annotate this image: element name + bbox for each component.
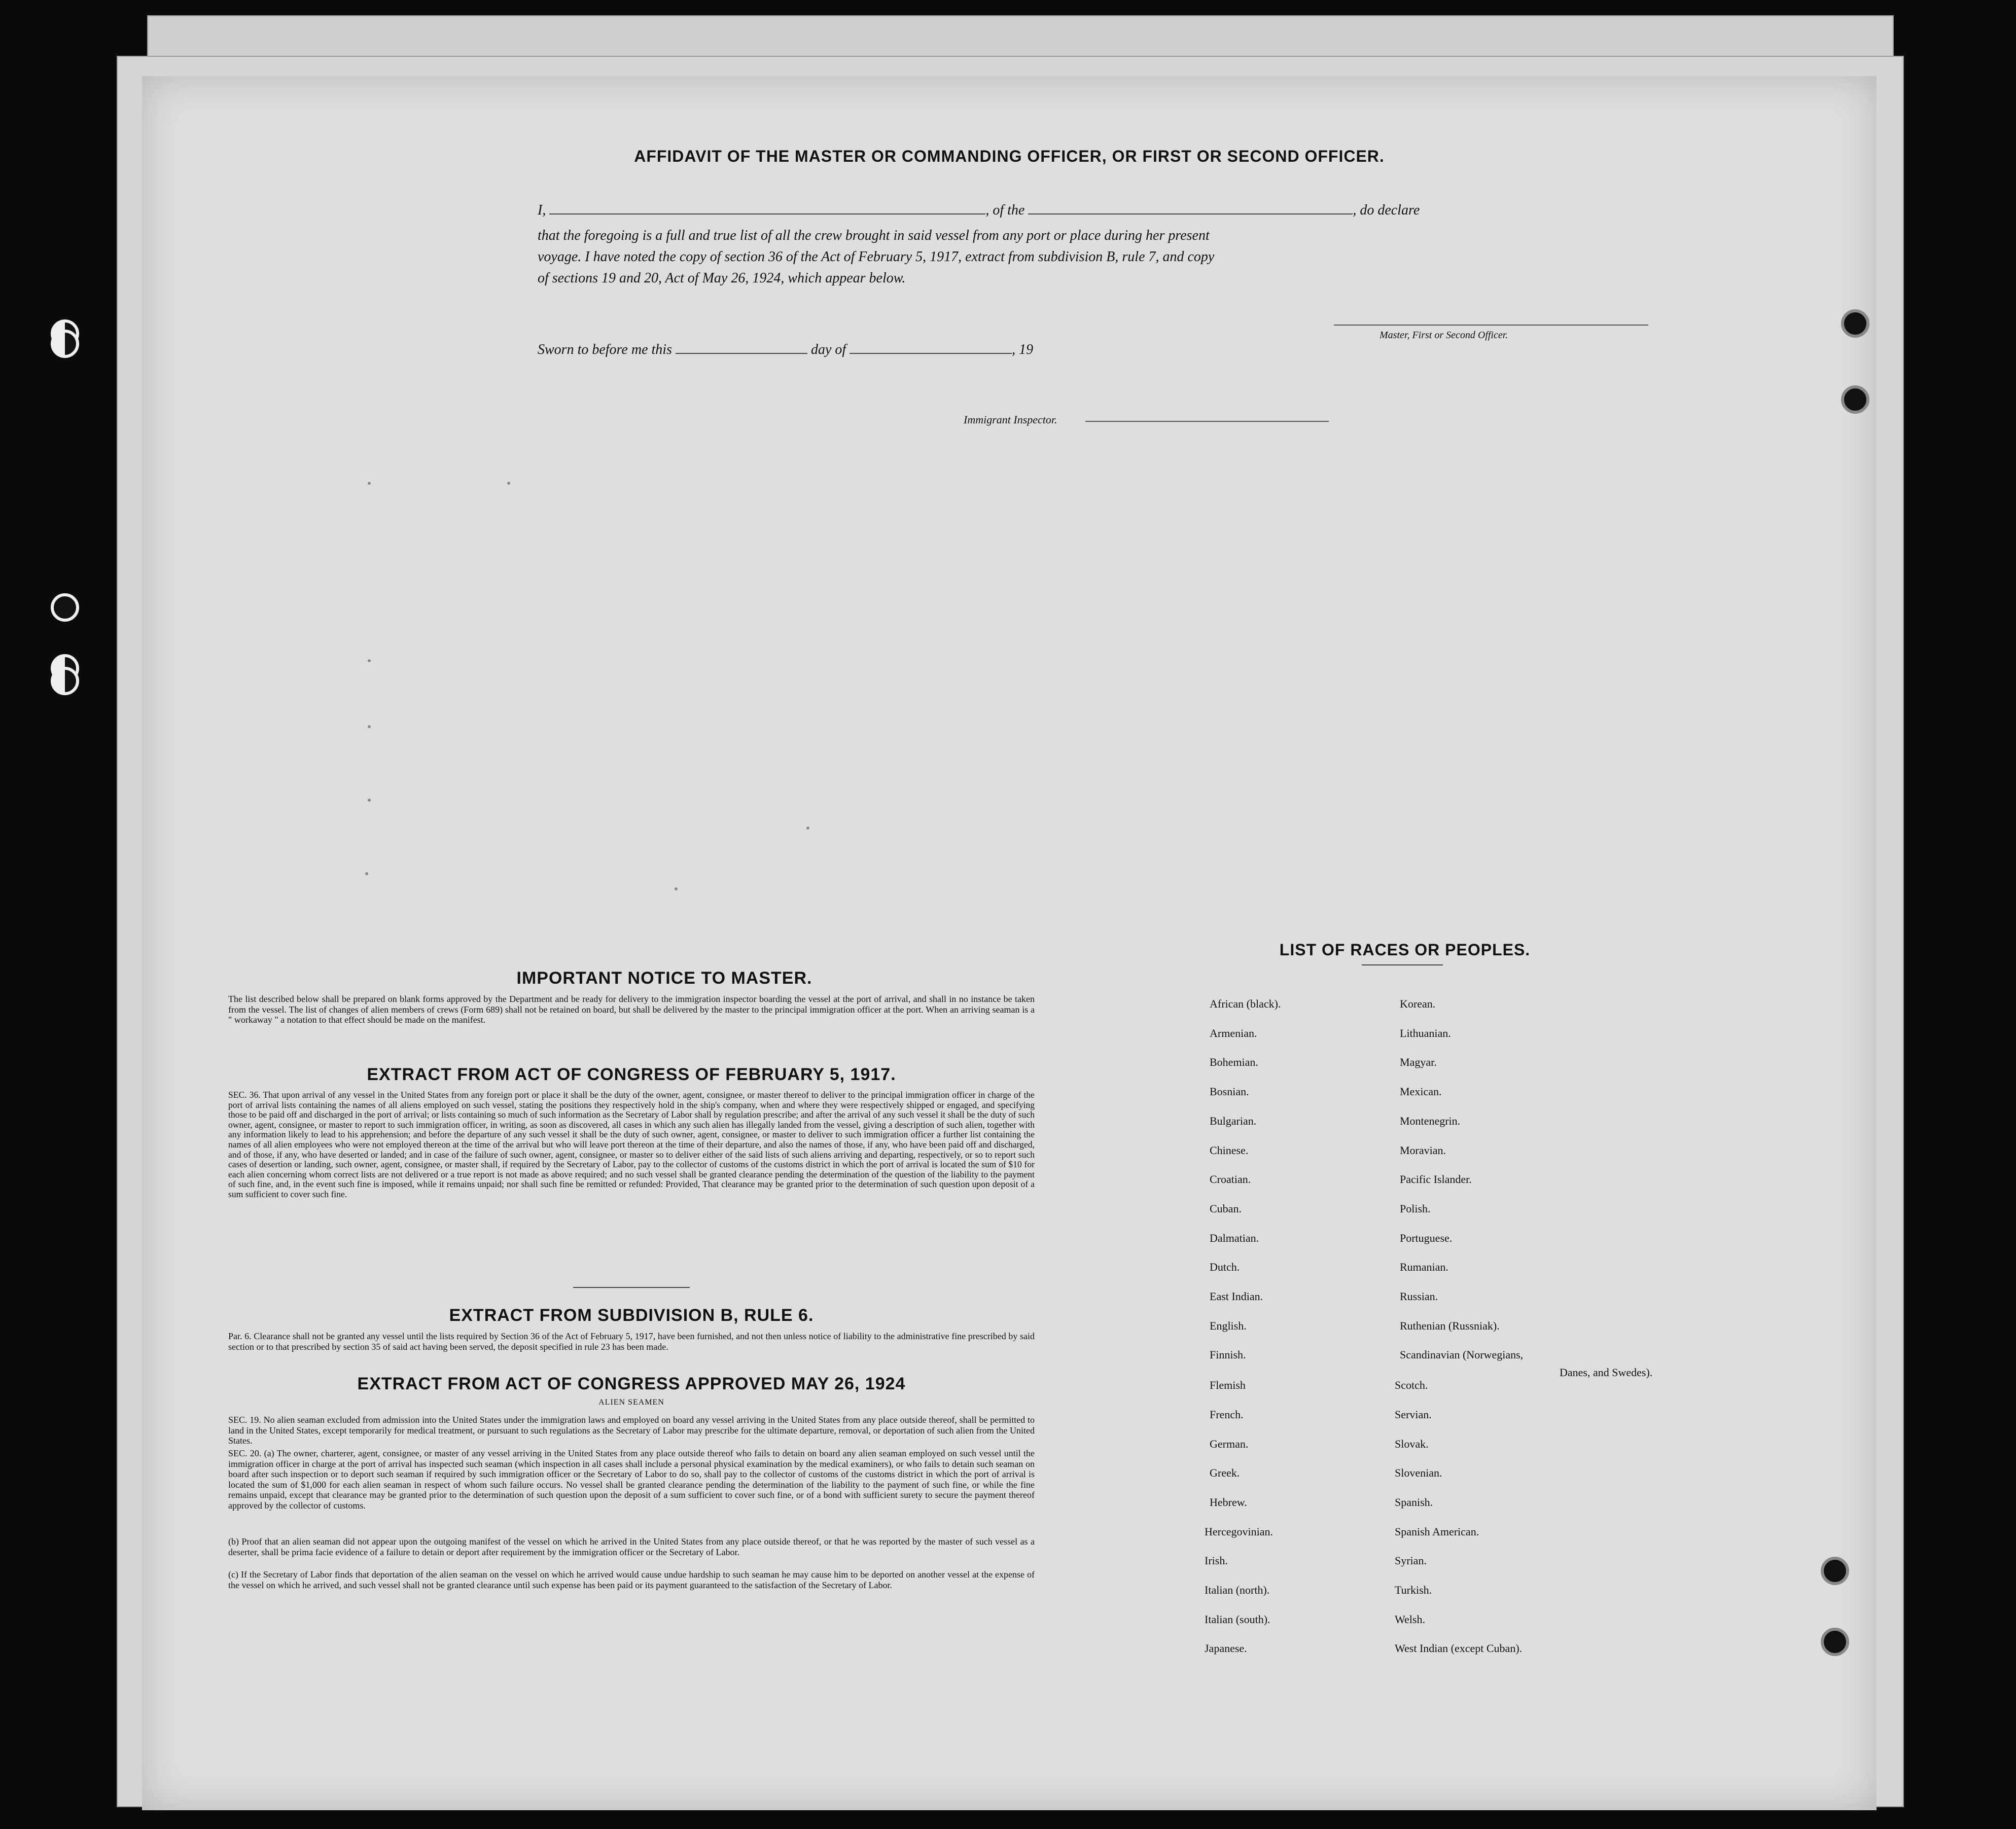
race-item: Chinese. <box>1210 1143 1249 1157</box>
sworn-month-field[interactable] <box>850 340 1012 354</box>
race-item: Dalmatian. <box>1210 1231 1259 1244</box>
extract-1924-subtitle: ALIEN SEAMEN <box>598 1398 664 1407</box>
race-item: Scandinavian (Norwegians, <box>1400 1348 1524 1361</box>
sworn-day-field[interactable] <box>676 340 807 354</box>
master-signature-label: Master, First or Second Officer. <box>1380 330 1508 341</box>
race-scandinavian-cont: Danes, and Swedes). <box>1560 1366 1653 1379</box>
declaration-line-1 <box>538 200 1648 221</box>
race-item: Japanese. <box>1205 1642 1247 1655</box>
dot <box>368 659 371 662</box>
race-item: Flemish <box>1210 1379 1246 1392</box>
race-item: Dutch. <box>1210 1261 1240 1274</box>
race-item: Welsh. <box>1395 1612 1425 1626</box>
sworn-label: Sworn to before me this <box>538 342 672 357</box>
extract-rule6-text: Par. 6. Clearance shall not be granted any vessel until the lists required by Section 36 of the Act of February 5, 1917, have been furnished, and not then unless notice of liability to the administrative fine prescribed by said section or to that prescribed by section 35 of said act having been served, the deposit specified in rule 23 has been made. <box>228 1331 1035 1352</box>
i-label: I, <box>538 202 546 218</box>
dot <box>368 799 371 802</box>
extract-1924-sec20c: (c) If the Secretary of Labor finds that deportation of the alien seaman on the vessel on which he arrived would cause undue hardship to such seaman he may cause him to be deported on another vessel at the expense of the vessel on which he arrived, and such vessel shall not be granted clearance until such expense has been paid or its payment guaranteed to the satisfaction of the Secretary of Labor. <box>228 1569 1035 1590</box>
divider <box>573 1287 690 1288</box>
dot <box>806 827 809 830</box>
dot <box>368 725 371 728</box>
race-item: Cuban. <box>1210 1202 1242 1215</box>
race-item: Croatian. <box>1210 1173 1251 1186</box>
race-item: Hebrew. <box>1210 1495 1247 1509</box>
punch-hole-icon <box>1821 1557 1849 1585</box>
race-item: Greek. <box>1210 1466 1240 1480</box>
race-item: Syrian. <box>1395 1554 1427 1567</box>
race-item: Polish. <box>1400 1202 1431 1215</box>
master-name-field[interactable] <box>549 200 985 214</box>
day-of-label: day of <box>810 342 846 357</box>
extract-1924-title: EXTRACT FROM ACT OF CONGRESS APPROVED MAY 26, 1924 <box>357 1374 906 1393</box>
race-item: Armenian. <box>1210 1026 1257 1039</box>
race-item: African (black). <box>1210 997 1281 1010</box>
race-item: English. <box>1210 1319 1247 1332</box>
extract-1924-sec19: SEC. 19. No alien seaman excluded from admission into the United States under the immigration laws and employed on board any vessel arriving in the United States from any place outside thereof, shall be permitted to land in the United States, except temporarily for medical treatment, or pursuant to such regulations as the Secretary of Labor may prescribe for the ultimate departure, removal, or deportation of such alien from the United States. <box>228 1415 1035 1446</box>
punch-hole-icon <box>1821 1628 1849 1656</box>
punch-hole-icon <box>51 593 79 622</box>
race-item: Bohemian. <box>1210 1056 1258 1069</box>
race-item: Rumanian. <box>1400 1261 1448 1274</box>
do-declare-label: , do declare <box>1353 202 1420 218</box>
vessel-name-field[interactable] <box>1028 200 1353 214</box>
punch-hole-icon <box>1841 385 1869 414</box>
race-item: German. <box>1210 1437 1249 1450</box>
race-item: Irish. <box>1205 1554 1228 1567</box>
race-item: Bosnian. <box>1210 1085 1249 1098</box>
race-item: Ruthenian (Russniak). <box>1400 1319 1500 1332</box>
race-item: Turkish. <box>1395 1584 1432 1596</box>
race-item: Spanish. <box>1395 1495 1433 1509</box>
race-item: Russian. <box>1400 1290 1438 1303</box>
of-the-label: , of the <box>985 202 1025 218</box>
declaration-line-3: voyage. I have noted the copy of section 36 of the Act of February 5, 1917, extract from subdivision B, rule 7, and copy <box>538 249 1215 265</box>
race-item: Korean. <box>1400 997 1436 1010</box>
year-label: , 19 <box>1012 342 1034 357</box>
race-item: Lithuanian. <box>1400 1026 1451 1039</box>
dot <box>507 482 510 485</box>
punch-hole-icon <box>51 330 79 358</box>
master-signature-field[interactable] <box>1334 325 1648 326</box>
race-item: Spanish American. <box>1395 1525 1479 1538</box>
race-item: Slovak. <box>1395 1437 1429 1450</box>
inspector-signature-field[interactable] <box>1085 421 1329 422</box>
extract-1924-sec20b: (b) Proof that an alien seaman did not appear upon the outgoing manifest of the vessel on which he arrived in the United States from any place outside thereof, or that he was reported by the master of such vessel as a deserter, shall be prima facie evidence of a failure to detain or deport after requirement by the immigration officer or the Secretary of Labor. <box>228 1536 1035 1557</box>
divider <box>1362 964 1443 965</box>
race-item: Mexican. <box>1400 1085 1442 1098</box>
race-item: Bulgarian. <box>1210 1114 1257 1127</box>
notice-title: IMPORTANT NOTICE TO MASTER. <box>516 969 812 988</box>
dot <box>675 887 678 890</box>
extract-rule6-title: EXTRACT FROM SUBDIVISION B, RULE 6. <box>449 1306 814 1325</box>
punch-hole-icon <box>51 667 79 695</box>
race-item: Italian (north). <box>1205 1584 1270 1596</box>
race-item: Scotch. <box>1395 1379 1428 1392</box>
races-title: LIST OF RACES OR PEOPLES. <box>1279 941 1531 959</box>
race-item: Moravian. <box>1400 1143 1446 1157</box>
inspector-label: Immigrant Inspector. <box>964 413 1057 426</box>
form-page <box>142 76 1877 1810</box>
race-item: Pacific Islander. <box>1400 1173 1472 1186</box>
race-item: Montenegrin. <box>1400 1114 1461 1127</box>
race-item: Servian. <box>1395 1408 1432 1421</box>
extract-1917-text: SEC. 36. That upon arrival of any vessel in the United States from any foreign port or place it shall be the duty of the owner, agent, consignee, or master thereof to deliver to the principal immigration officer in charge of the port of arrival lists containing the names of all aliens employed on such vessel, stating the positions they respectively hold in the ship's company, when and where they were respectively shipped or engaged, and specifying those to be paid off and discharged in the port of arrival; or lists containing so much of such information as the Secretary of Labor shall by regulation prescribe; and after the arrival of any such vessel it shall be the duty of such owner, agent, consignee, or master to report to such immigration officer, in writing, as soon as discovered, all cases in which any such alien has illegally landed from the vessel, giving a description of such alien, together with any information likely to lead to his apprehension; and before the departure of any such vessel it shall be the duty of such owner, agent, consignee, or master to deliver to such immigration officer a further list containing the names of all alien employees who were not employed thereon at the time of the arrival but who will leave port thereon at the time of their departure, and also the names of those, if any, who have been paid off and discharged, and of those, if any, who have deserted or landed; and in case of the failure of such owner, agent, consignee, or master so to deliver either of the said lists of such aliens arriving and departing, respectively, or so to report such cases of desertion or landing, such owner, agent, consignee, or master shall, if required by the Secretary of Labor, pay to the collector of customs of the customs district in which the port of arrival is located the sum of $10 for each alien concerning whom correct lists are not delivered or a true report is not made as above required; and no such vessel shall be granted clearance pending the determination of the question of the liability to the payment of such fine, and, in the event such fine is imposed, while it remains unpaid; nor shall such fine be remitted or refunded: Provided, That clearance may be granted prior to the determination of such question upon deposit of a sum sufficient to cover such fine. <box>228 1090 1035 1199</box>
race-item: West Indian (except Cuban). <box>1395 1642 1523 1655</box>
race-item: Magyar. <box>1400 1056 1437 1069</box>
race-item: Italian (south). <box>1205 1612 1270 1626</box>
race-item: Finnish. <box>1210 1348 1246 1361</box>
race-item: East Indian. <box>1210 1290 1263 1303</box>
declaration-line-2: that the foregoing is a full and true list of all the crew brought in said vessel from any port or place during her present <box>538 228 1210 243</box>
extract-1917-title: EXTRACT FROM ACT OF CONGRESS OF FEBRUARY 5, 1917. <box>367 1065 896 1084</box>
sworn-line <box>538 340 1648 360</box>
race-item: Slovenian. <box>1395 1466 1442 1480</box>
extract-1924-sec20a: SEC. 20. (a) The owner, charterer, agent, consignee, or master of any vessel arriving in the United States from any place outside thereof who fails to detain on board any alien seaman employed on such vessel until the immigration officer in charge at the port of arrival has inspected such seaman (which inspection in all cases shall include a personal physical examination by the medical examiners), or who fails to detain such seaman on board after such inspection or to deport such seaman if required by such immigration officer or the Secretary of Labor to do so, shall pay to the collector of customs of the customs district in which the port of arrival is located the sum of $1,000 for each alien seaman in respect of whom such failure occurs. No vessel shall be granted clearance pending the determination of the liability to the payment of such fine, or while the fine remains unpaid, except that clearance may be granted prior to the determination of such question upon the deposit of a sum sufficient to cover such fine, or of a bond with sufficient surety to secure the payment thereof approved by the collector of customs. <box>228 1448 1035 1511</box>
race-item: Hercegovinian. <box>1205 1525 1273 1538</box>
punch-hole-icon <box>1841 309 1869 338</box>
race-item: French. <box>1210 1408 1244 1421</box>
dot <box>365 872 368 875</box>
notice-text: The list described below shall be prepared on blank forms approved by the Department and be ready for delivery to the immigration inspector boarding the vessel at the port of arrival, and shall in no instance be taken from the vessel. The list of changes of alien members of crews (Form 689) shall not be retained on board, but shall be delivered by the master to the principal immigration officer at the port. When an arriving seaman is a " workaway " a notation to that effect should be made on the manifest. <box>228 994 1035 1025</box>
race-item: Portuguese. <box>1400 1231 1453 1244</box>
dot <box>368 482 371 485</box>
affidavit-title: AFFIDAVIT OF THE MASTER OR COMMANDING OFFICER, OR FIRST OR SECOND OFFICER. <box>634 147 1385 165</box>
declaration-line-4: of sections 19 and 20, Act of May 26, 1924, which appear below. <box>538 270 906 286</box>
